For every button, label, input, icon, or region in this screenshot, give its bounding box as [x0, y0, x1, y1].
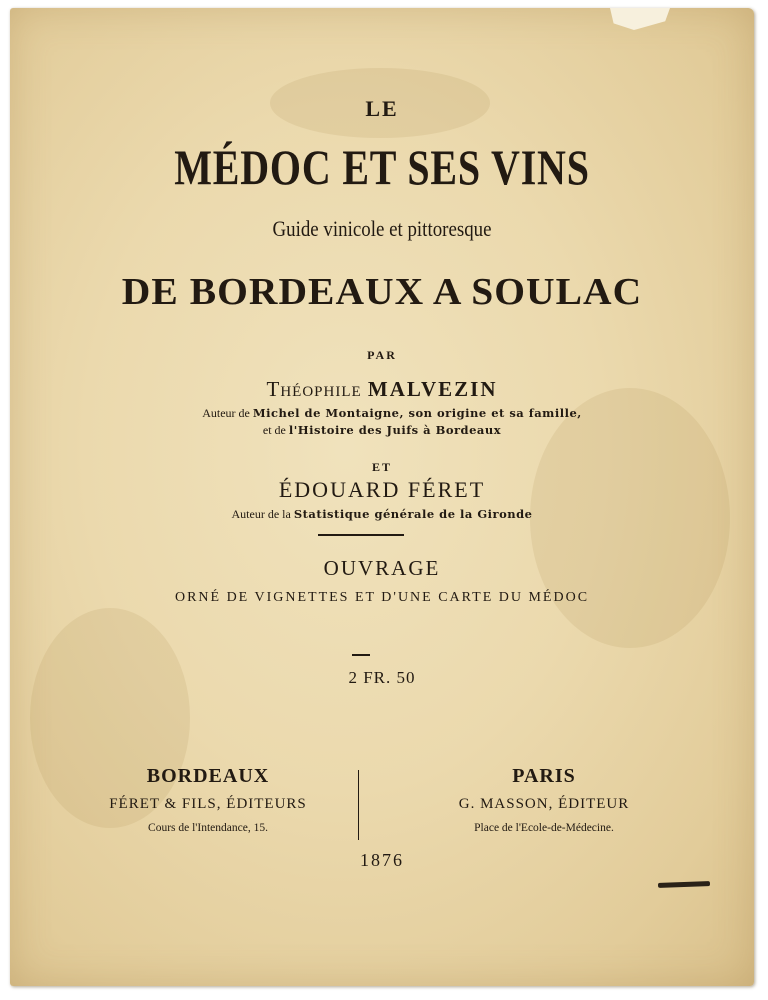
- author-2-credit: [10, 507, 754, 522]
- secondary-title: DE BORDEAUX A SOULAC: [121, 271, 643, 313]
- right-publisher-editor: G. MASSON, ÉDITEUR: [458, 796, 630, 812]
- left-publisher-editor: FÉRET & FILS, ÉDITEURS: [109, 796, 307, 812]
- credit-work: Statistique générale de la Gironde: [293, 507, 533, 521]
- author-1-name: [10, 377, 754, 402]
- left-publisher-city: BORDEAUX: [146, 765, 270, 787]
- by-label: PAR: [367, 348, 397, 362]
- credit-prefix: Auteur de: [202, 406, 253, 420]
- author-1-first-name: Théophile: [266, 377, 362, 401]
- price-dash: [352, 654, 370, 656]
- credit-prefix: Auteur de la: [231, 507, 294, 521]
- publication-year: 1876: [360, 850, 404, 870]
- horizontal-rule: [318, 534, 404, 536]
- paper-stain: [30, 608, 190, 828]
- credit-prefix: et de: [262, 423, 289, 437]
- left-publisher-address: Cours de l'Intendance, 15.: [148, 822, 268, 834]
- main-title: MÉDOC ET SES VINS: [174, 139, 590, 195]
- title-article: LE: [365, 96, 399, 121]
- credit-work: l'Histoire des Juifs à Bordeaux: [288, 423, 502, 437]
- and-label: ET: [371, 460, 392, 474]
- ink-mark: [658, 881, 710, 888]
- illustration-note: ORNÉ DE VIGNETTES ET D'UNE CARTE DU MÉDOC: [174, 590, 590, 605]
- torn-corner: [610, 8, 670, 30]
- publisher-divider: [358, 770, 359, 840]
- book-cover: [10, 8, 754, 986]
- author-2-name: ÉDOUARD FÉRET: [278, 477, 486, 502]
- author-1-credit-line-2: [10, 423, 754, 438]
- subtitle: Guide vinicole et pittoresque: [272, 216, 492, 241]
- author-1-credit-line-1: [20, 406, 754, 421]
- right-publisher-address: Place de l'Ecole-de-Médecine.: [474, 822, 614, 834]
- ouvrage-heading: OUVRAGE: [323, 556, 441, 580]
- author-1-last-name: MALVEZIN: [367, 377, 498, 401]
- credit-work: Michel de Montaigne, son origine et sa famille,: [252, 406, 582, 420]
- price: 2 FR. 50: [348, 668, 416, 687]
- right-publisher-city: PARIS: [512, 765, 576, 787]
